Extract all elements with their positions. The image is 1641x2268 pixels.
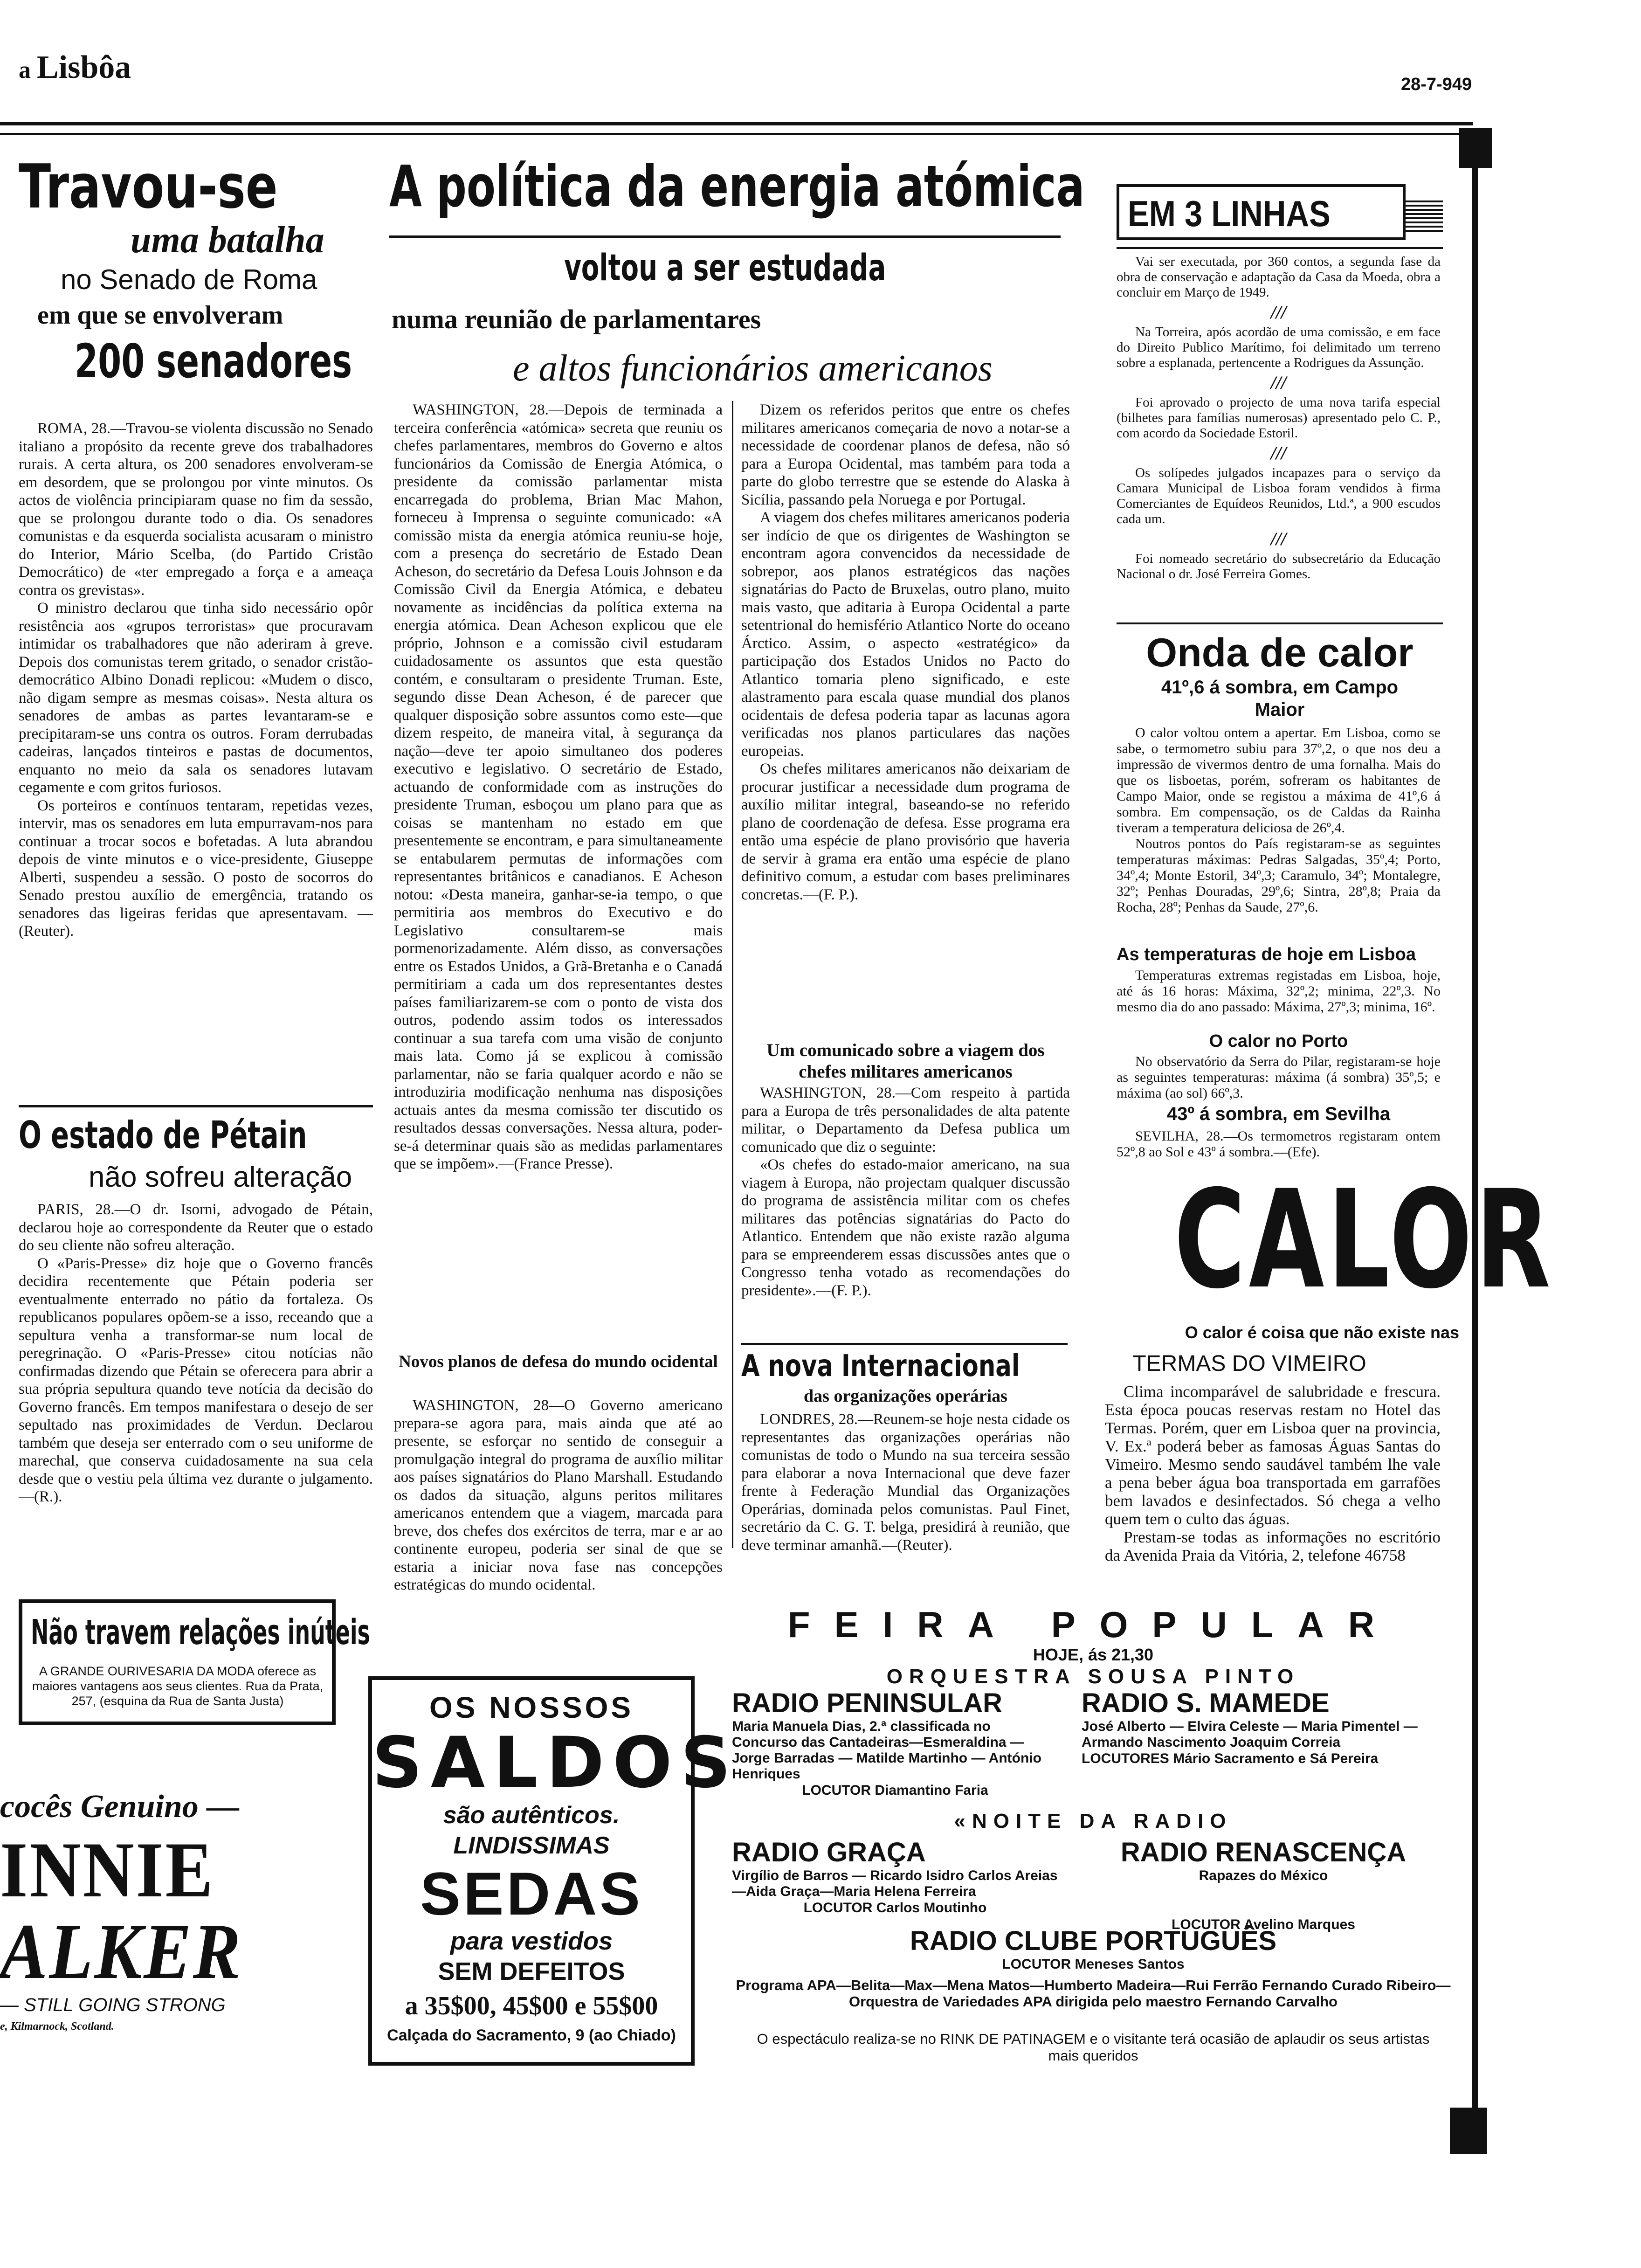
senate-body	[19, 420, 373, 1098]
ourivesaria-text: A GRANDE OURIVESARIA DA MODA oferece as maiores vantagens aos seus clientes. Rua da Prata, 257, (esquina da Rua de Santa Justa)	[32, 1664, 324, 1708]
calor-body-2	[1117, 968, 1441, 1028]
calor-subhead: 41º,6 á sombra, em Campo Maior	[1161, 677, 1399, 720]
senate-paragraph: O ministro declarou que tinha sido necessário opôr resistência aos «grupos terroristas» que procuravam intimidar os trabalhadores que não aderiram à greve. Depois dos comunistas terem gritado, o senador cristão-democrático Albino Donadi replicou: «Mudem o disco, não digam sempre as mesmas coisas». Nesta altura os senadores de ambas as partes levantaram-se e precipitaram-se uns contra os outros. Foram derrubadas cadeiras, lançados tinteiros e pastas de documentos, enquanto no meio da sala os senadores lutavam cegamente e com gritos furiosos.	[19, 600, 373, 796]
senate-subhead-italic: uma batalha	[131, 220, 324, 261]
radio3-locutor: LOCUTOR Carlos Moutinho	[803, 1900, 987, 1915]
whisky-line3: ALKER	[0, 1908, 242, 1995]
ourivesaria-headline: Não travem relações inúteis	[31, 1612, 370, 1653]
termas-paragraph: Clima incomparável de salubridade e frescura. Esta época poucas reservas restam no Hotel das Termas. Porém, quer em Lisboa quer na provincia, V. Ex.ª poderá beber as famosas Águas Santas do Vimeiro. Mesmo sendo saudável também lhe vale a pena beber água boa transportada em garrafões bem lavados e desinfectados. Só chega a velho quem tem o culto das águas.	[1105, 1383, 1441, 1528]
radio2-locutor: LOCUTORES Mário Sacramento e Sá Pereira	[1082, 1751, 1379, 1766]
calor-sub-porto: O calor no Porto	[1209, 1031, 1348, 1051]
petain-paragraph: O «Paris-Presse» diz hoje que o Governo francês decidira recentemente que Pétain poderia ser eventualmente enterrado no pátio da fortaleza. Os republicanos populares opõem-se a isso, receando que a sepultura venha a transformar-se num local de peregrinação. O «Paris-Presse» citou notícias não confirmadas dizendo que Pétain se oferecera para abrir a sua própria sepultura quando teve notícia da decisão do Governo francês. Em tempos manifestara o desejo de ser sepultado nas proximidades de Verdun. Declarou também que deseja ser enterrado com o seu uniforme de marechal, que conserva cuidadosamente na sua cela desde que o vestiu pela última vez durante o julgamento.—(R.).	[19, 1255, 373, 1505]
atomic-paragraph: A viagem dos chefes militares americanos poderia ser indício de que os dirigentes de Washington se encontram agora convencidos da necessidade de sobrepor, aos planos estratégicos das nações signatárias do Pacto de Bruxelas, outro plano, muito mais vasto, que aditaria à Europa Ocidental a parte setentrional do hemisfério Atlantico Norte do oceano Árctico. Assim, o aspecto «estratégico» da participação dos Estados Unidos no Pacto do Atlantico tomaria pleno significado, e este alastramento para escala quase mundial dos planos ocidentais de defesa poderia tapar as lacunas agora verificadas nos planos particulares das nações europeias.	[741, 509, 1070, 760]
column-rule	[19, 1105, 373, 1107]
radio4-locutor: LOCUTOR Avelino Marques	[1172, 1917, 1355, 1932]
ourivesaria-ad	[19, 1599, 370, 1725]
atomic-story-head	[389, 153, 1085, 220]
atomic-paragraph: WASHINGTON, 28.—Com respeito à partida para a Europa de três personalidades de alta patente militar, o Departamento da Defesa publica um comunicado que diz o seguinte:	[741, 1085, 1070, 1155]
em3linhas-title-box	[1117, 184, 1406, 240]
em3linhas-list	[1117, 254, 1441, 622]
atomic-subhead-1: voltou a ser estudada	[564, 247, 886, 289]
senate-paragraph: Os porteiros e contínuos tentaram, repetidas vezes, intervir, mas os senadores em luta empurravam-nos para continuar a trocar socos e bofetadas. A luta abrandou depois de vinte minutos e o vice-presidente, Giuseppe Alberti, suspendeu a sessão. O posto de socorros do Senado prestou auxílio de emergência, tratando os senadores das ligeiras feridas que apresentavam. —(Reuter).	[19, 797, 373, 940]
petain-headline: O estado de Pétain	[19, 1113, 307, 1157]
senate-subhead-4: 200 senadores	[75, 334, 352, 388]
atomic-paragraph: «Os chefes do estado-maior americano, na sua viagem à Europa, não projectam qualquer discussão do programa de assistência militar com os chefes militares das potências signatárias do Pacto do Atlantico. Entendem que não existe razão alguma para se empreenderem essas discussões antes que o Congresso tenha votado as recomendações do presidente».—(F. P.).	[741, 1156, 1070, 1299]
atomic-subhead-3: e altos funcionários americanos	[513, 348, 993, 389]
senate-paragraph: ROMA, 28.—Travou-se violenta discussão no Senado italiano a propósito da recente greve dos trabalhadores rurais. A certa altura, os 200 senadores envolveram-se em desordem, que se prolongou por vinte minutos. Os actos de violência principiaram quase no fim da sessão, que se prolongou durante todo o dia. Os senadores comunistas e da esquerda socialista acusaram o ministro do Interior, Mário Scelba, (do Partido Cristão Democrático) de «ter empregado a força e a ameaça contra os grevistas».	[19, 420, 373, 599]
feira-hoje: HOJE, ás 21,30	[1033, 1645, 1154, 1664]
termas-line1: O calor é coisa que não existe nas	[1185, 1323, 1459, 1342]
calor-body-3	[1117, 1054, 1441, 1100]
radio5-locutor: LOCUTOR Meneses Santos	[1002, 1957, 1185, 1972]
em3linhas-rule	[1117, 247, 1443, 249]
internacional-body	[741, 1411, 1070, 1597]
feira-orquestra: ORQUESTRA SOUSA PINTO	[886, 1665, 1300, 1688]
petain-paragraph: PARIS, 28.—O dr. Isorni, advogado de Pétain, declarou hoje ao correspondente da Reuter que o estado do seu cliente não sofreu alteração.	[19, 1201, 373, 1254]
corner-block-bottom	[1450, 2108, 1487, 2154]
senate-headline: Travou-se	[19, 151, 278, 222]
atomic-col1b	[394, 1397, 723, 1658]
atomic-sub-novos: Novos planos de defesa do mundo ocidental	[399, 1352, 718, 1371]
saldos-line8: a 35$00, 45$00 e 55$00	[405, 1991, 658, 2020]
paper-name: a Lisbôa	[19, 49, 131, 85]
saldos-line7: SEM DEFEITOS	[438, 1957, 625, 1985]
saldos-line1: OS NOSSOS	[429, 1691, 634, 1724]
column-rule	[1117, 622, 1443, 624]
em3linhas-item: Na Torreira, após acordão de uma comissão, e em face do Direito Publico Marítimo, foi delimitado um terreno sobre a esplanada, pertencente a Rodrigues da Assunção.	[1117, 325, 1441, 370]
page-date: 28-7-949	[1401, 75, 1472, 94]
petain-body	[19, 1201, 373, 1592]
atomic-paragraph: Os chefes militares americanos não deixariam de procurar justificar a necessidade dum programa de auxílio militar integral, baseando-se no referido plano de coordenação de defesa. Esse programa era então uma espécie de plano provisório que haveria de servir à grama era então uma espécie de plano definitivo comum, a estudar com bases preliminares concretas.—(F. P.).	[741, 761, 1070, 903]
radio1-text: Maria Manuela Dias, 2.ª classificada no Concurso das Cantadeiras—Esmeraldina — Jorge Barradas — Matilde Martinho — António Henriques	[732, 1719, 1041, 1782]
corner-block	[1459, 128, 1492, 168]
atomic-col2b	[741, 1084, 1070, 1345]
em3linhas-item: Os solípedes julgados incapazes para o serviço da Camara Municipal de Lisboa foram vendidos à firma Comerciantes de Equídeos Reunidos, Ltd.ª, a 900 escudos cada um.	[1117, 465, 1441, 526]
saldos-line3: são autênticos.	[443, 1802, 620, 1829]
calor-body-4	[1117, 1128, 1441, 1166]
whisky-line2: INNIE	[0, 1826, 215, 1914]
termas-paragraph: Prestam-se todas as informações no escritório da Avenida Praia da Vitória, 2, telefone 46758	[1105, 1528, 1441, 1564]
feira-radio3	[732, 1837, 1058, 1916]
termas-line2: TERMAS DO VIMEIRO	[1132, 1351, 1366, 1376]
em3linhas-item: Vai ser executada, por 360 contos, a segunda fase da obra de conservação e adaptação da Casa da Moeda, obra a concluir em Março de 1949.	[1117, 254, 1441, 300]
radio4-text: Rapazes do México	[1199, 1868, 1328, 1883]
whisky-ad	[0, 1786, 289, 2056]
separator: ///	[1270, 302, 1287, 323]
radio2-text: José Alberto — Elvira Celeste — Maria Pimentel — Armando Nascimento Joaquim Correia	[1082, 1719, 1418, 1750]
termas-text	[1105, 1383, 1441, 1564]
petain-subhead: não sofreu alteração	[89, 1161, 352, 1193]
calor-paragraph: No observatório da Serra do Pilar, registaram-se hoje as seguintes temperaturas: máxima (á sombra) 35º,5; e máxima (ao sol) 66º,3.	[1117, 1054, 1441, 1101]
masthead-rule	[0, 122, 1473, 125]
internacional-headline: A nova Internacional	[741, 1349, 1020, 1383]
separator: ///	[1270, 528, 1287, 549]
feira-radio1	[732, 1688, 1058, 1799]
atomic-paragraph: WASHINGTON, 28.—Depois de terminada a terceira conferência «atómica» secreta que reuniu os chefes parlamentares, membros do Governo e altos funcionários da Comissão de Energia Atómica, o presidente da comissão parlamentar mista encarregada do problema, Brian Mac Mahon, forneceu à Imprensa o seguinte comunicado: «A comissão mista da energia atómica reuniu-se hoje, com a presença do secretário de Estado Dean Acheson, do secretário da Defesa Louis Johnson e da Comissão Civil da Energia Atómica, e debateu novamente as incidências da política externa na energia atómica. Dean Acheson explicou que ele próprio, Johnson e a comissão civil estudaram cuidadosamente os assuntos que esta questão contém, e consultaram o presidente Truman. Este, segundo disse Dean Acheson, é de parecer que qualquer disposição sobre assuntos como este—que dizem respeito, de maneira vital, à segurança da nação—deve ter apoio simultaneo dos poderes executivo e legislativo. O secretário de Estado, actuando de conformidade com as instruções do presidente Truman, esboçou um plano para que as coisas se mantenham no estado em que presentemente se encontram, e para simultaneamente se entabularem permutas de informações com representantes britânicos e canadianos. E Acheson notou: «Desta maneira, ganhar-se-ia tempo, o que permitiria aos membros do Executivo e do Legislativo consultarem-se mais pormenorizadamente. Além disso, as conversações entre os Estados Unidos, a Grã-Bretanha e o Canadá permitiriam a cada um dos representantes destes países familiarizarem-se com o ponto de vista dos outros, podendo assim todos os interessados continuar a sua tarefa com uma visão de conjunto mais lata. Como já se explicou à comissão parlamentar, não se faria qualquer acordo e não se introduziria modificação nenhuma nas disposições actuais antes da mesma comissão ter discutido os resultados dessas conversações. Nessa altura, poder-se-á determinar quais são as medidas parlamentares que se impõem».—(France Presse).	[394, 401, 723, 1172]
senate-story	[19, 151, 373, 390]
radio3-name: RADIO GRAÇA	[732, 1837, 926, 1867]
feira-programa: Programa APA—Belita—Max—Mena Matos—Humberto Madeira—Rui Ferrão Fernando Curado Ribeiro—Orquestra de Variedades APA dirigida pelo maestro Fernando Carvalho	[736, 1977, 1451, 2010]
radio1-locutor: LOCUTOR Diamantino Faria	[802, 1783, 988, 1798]
atomic-paragraph: Dizem os referidos peritos que entre os chefes militares americanos começaria de novo a notar-se a necessidade de coordenar planos de defesa, não só para a Europa Ocidental, mas também para toda a parte do globo terrestre que se estende do Alaska à Sicília, passando pela Noruega e por Portugal.	[741, 401, 1070, 508]
whisky-line5: e, Kilmarnock, Scotland.	[0, 2020, 114, 2033]
calor-story-head	[1117, 629, 1443, 721]
feira-title: FEIRA POPULAR	[787, 1604, 1399, 1645]
saldos-line2: SALDOS	[372, 1722, 739, 1804]
right-margin-bar	[1472, 168, 1478, 2108]
calor-sub-sevilha: 43º á sombra, em Sevilha	[1166, 1104, 1391, 1124]
internacional-story	[741, 1348, 1070, 1407]
senate-subhead-3: em que se envolveram	[37, 301, 283, 330]
whisky-line4: — STILL GOING STRONG	[0, 1995, 226, 2015]
termas-ad	[1100, 1162, 1554, 1319]
radio4-name: RADIO RENASCENÇA	[1120, 1837, 1407, 1867]
em3linhas-item: Foi nomeado secretário do subsecretário da Educação Nacional o dr. José Ferreira Gomes.	[1117, 551, 1441, 581]
saldos-line6: para vestidos	[450, 1927, 613, 1955]
em3linhas-title: EM 3 LINHAS	[1128, 193, 1331, 234]
radio3-text: Virgílio de Barros — Ricardo Isidro Carlos Areias—Aida Graça—Maria Helena Ferreira	[732, 1868, 1058, 1899]
radio1-name: RADIO PENINSULAR	[732, 1688, 1003, 1718]
atomic-paragraph: WASHINGTON, 28—O Governo americano prepara-se agora para, mais ainda que até ao presente, se esforçar no sentido de conseguir a promulgação integral do programa de auxílio militar aos países signatários do Plano Marshall. Estudando os dados da situação, alguns peritos militares americanos entendem que a viagem, marcada para breve, dos chefes dos exércitos de terra, mar e ar ao continente europeu, poderia ser sinal de que se estaria a iniciar nova fase nas concepções estratégicas do mundo ocidental.	[394, 1397, 723, 1593]
atomic-col2	[741, 401, 1070, 1035]
calor-paragraph: SEVILHA, 28.—Os termometros registaram ontem 52º,8 ao Sol e 43º á sombra.—(Efe).	[1117, 1128, 1441, 1160]
atomic-headline: A política da energia atómica	[389, 153, 1085, 220]
separator: ///	[1270, 443, 1287, 463]
calor-paragraph: Noutros pontos do País registaram-se as seguintes temperaturas máximas: Pedras Salgadas, 35º,4; Porto, 34º,4; Monte Estoril, 34º,3; Caramulo, 34º; Montalegre, 32º; Penhas Douradas, 29º,6; Sintra, 28º,8; Praia da Rocha, 28º; Penhas da Saude, 27º,6.	[1117, 836, 1441, 915]
radio2-name: RADIO S. MAMEDE	[1082, 1688, 1330, 1718]
feira-radio4	[1082, 1837, 1445, 1933]
calor-sub-lisboa: As temperaturas de hoje em Lisboa	[1117, 945, 1416, 964]
column-rule	[741, 1343, 1068, 1345]
calor-paragraph: Temperaturas extremas registadas em Lisboa, hoje, até ás 16 horas: Máxima, 32º,2; minima, 22º,3. No mesmo dia do ano passado: Máxima, 27º,3; minima, 16º.	[1117, 968, 1441, 1015]
calor-paragraph: O calor voltou ontem a apertar. Em Lisboa, como se sabe, o termometro subiu para 37º,2, o que nos deu a impressão de vivermos dentro de uma fornalha. Mais do que os lisboetas, porém, sofreram os habitantes de Campo Maior, onde se registou a máxima de 41º,6 á sombra. Em compensação, os de Caldas da Rainha tiveram a temperatura deliciosa de 26º,4.	[1117, 725, 1441, 836]
saldos-line5: SEDAS	[420, 1860, 643, 1928]
radio5-name: RADIO CLUBE PORTUGUÊS	[910, 1926, 1277, 1956]
internacional-paragraph: LONDRES, 28.—Reunem-se hoje nesta cidade os representantes das organizações operárias não comunistas de todo o Mundo na sua terceira sessão para elaborar a nova Internacional que deve fazer frente à Federação Mundial das Organizações Operárias, dominada pelos comunistas. Paul Finet, secretário da C. G. T. belga, presidirá à reunião, que deve terminar amanhã.—(Reuter).	[741, 1411, 1070, 1554]
feira-radio2	[1082, 1688, 1445, 1767]
separator: ///	[1270, 372, 1287, 393]
title-hatch	[1406, 201, 1443, 233]
saldos-line4: LINDISSIMAS	[453, 1832, 610, 1859]
column-divider	[732, 401, 733, 1548]
internacional-subhead: das organizações operárias	[804, 1386, 1007, 1406]
atomic-subheads	[389, 245, 1061, 291]
petain-story	[19, 1112, 373, 1196]
termas-big: CALOR	[1174, 1162, 1554, 1319]
feira-footer: O espectáculo realiza-se no RINK DE PATINAGEM e o visitante terá ocasião de aplaudir os seus artistas mais queridos	[757, 2031, 1430, 2064]
calor-headline: Onda de calor	[1146, 630, 1413, 675]
feira-noite: «NOITE DA RADIO	[954, 1810, 1233, 1832]
atomic-col1	[394, 401, 723, 1352]
saldos-ad	[368, 1676, 739, 2066]
feira-ad	[732, 1604, 1455, 2070]
saldos-line9: Calçada do Sacramento, 9 (ao Chiado)	[387, 2026, 676, 2044]
masthead-rule-thin	[0, 133, 1473, 135]
em3linhas-item: Foi aprovado o projecto de uma nova tarifa especial (bilhetes para famílias numerosas) apresentado pelo C. P., com acordo da Sociedade Estoril.	[1117, 395, 1441, 441]
senate-subhead-2: no Senado de Roma	[61, 264, 317, 295]
atomic-rule	[389, 235, 1061, 238]
whisky-line1: cocês Genuino —	[0, 1789, 240, 1825]
atomic-sub-comunicado: Um comunicado sobre a viagem dos chefes militares americanos	[766, 1040, 1045, 1082]
atomic-subhead-2: numa reunião de parlamentares	[392, 304, 761, 334]
calor-body-1	[1117, 725, 1441, 935]
